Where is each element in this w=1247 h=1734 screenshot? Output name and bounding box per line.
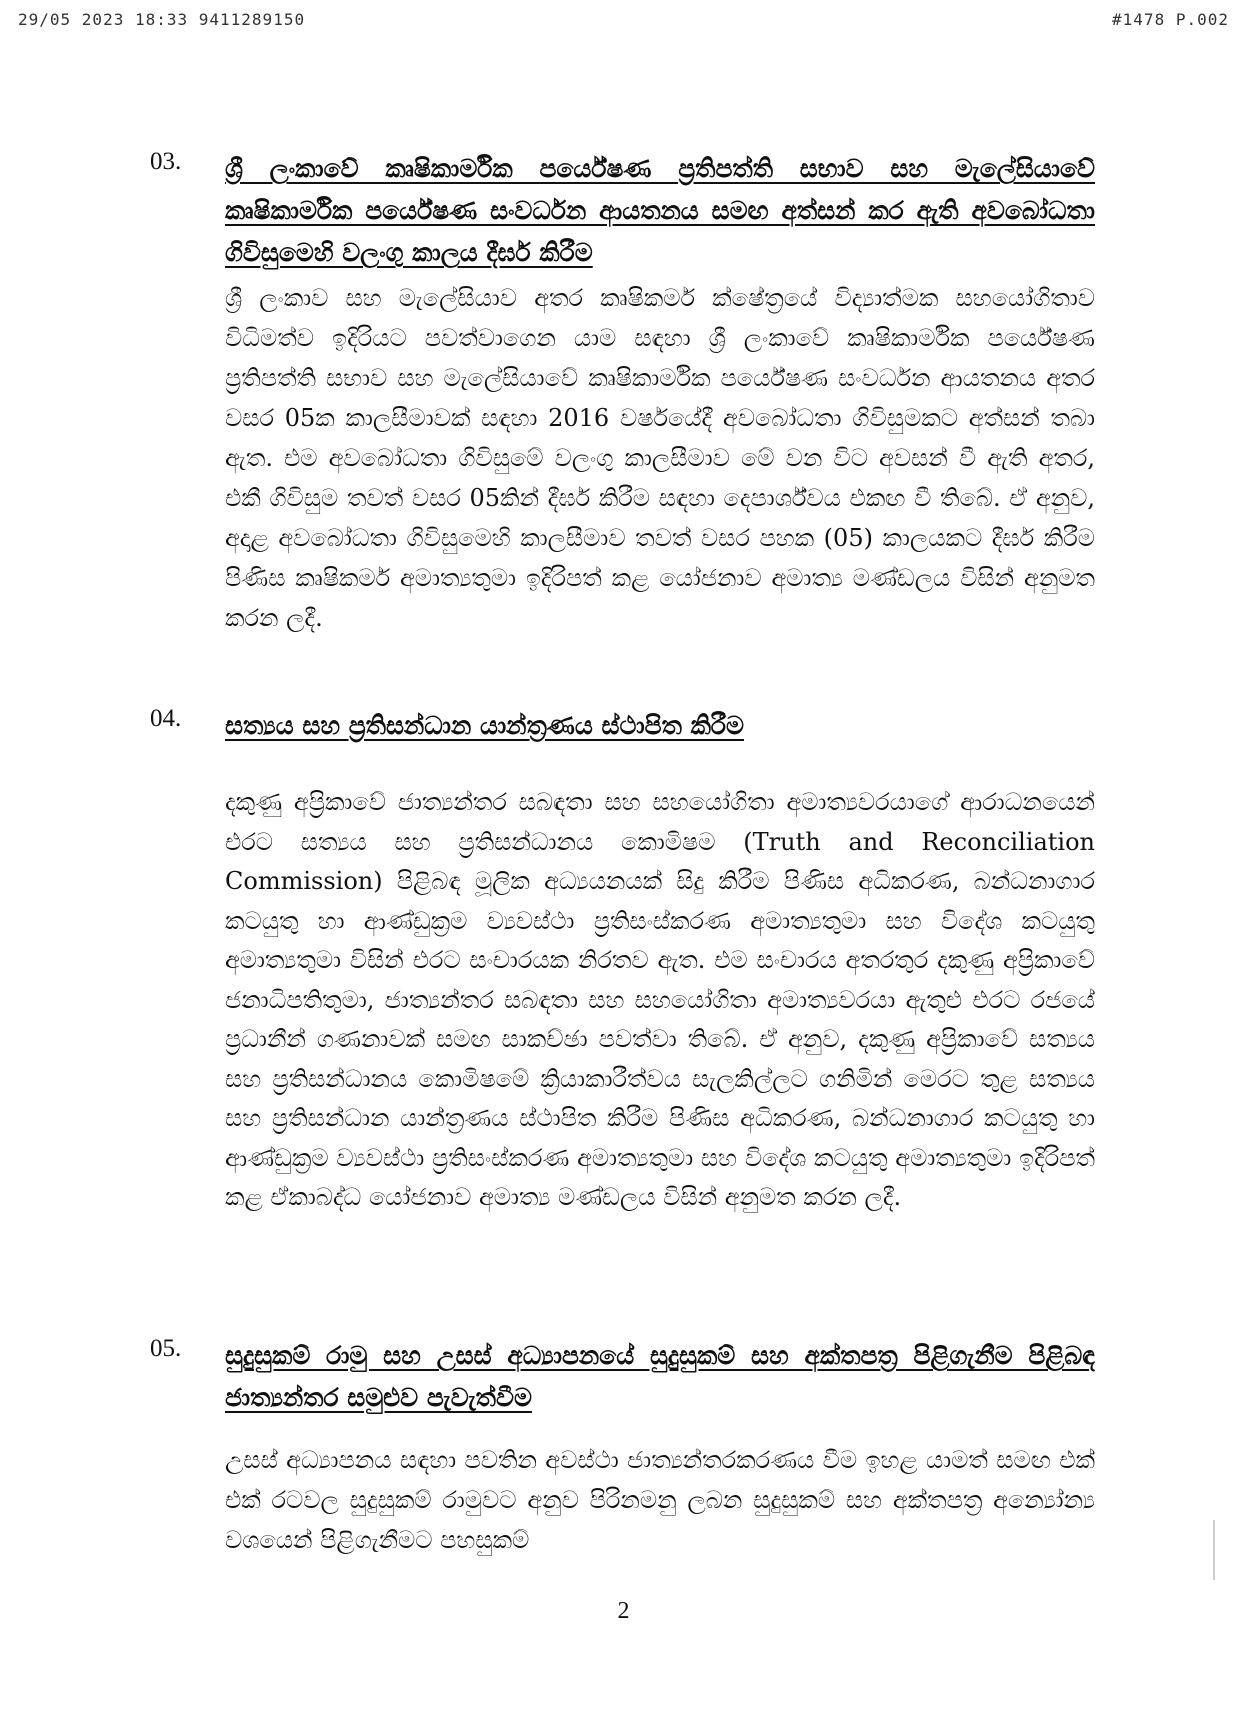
section-title: සුදුසුකම් රාමු සහ උසස් අධ්‍යාපනයේ සුදුසුකම් සහ අක්තපත්‍ර පිළිගැනීම පිළිබඳ ජාත්‍යන්තර සමුළුව පැවැත්වීම (225, 1341, 1095, 1412)
section-number: 04. (150, 705, 182, 732)
section-title: සත්‍යය සහ ප්‍රතිසන්ධාන යාන්ත්‍රණය ස්ථාපිත කිරීම (225, 711, 744, 740)
section-number: 03. (150, 148, 182, 175)
fax-header-timestamp: 29/05 2023 18:33 9411289150 (18, 10, 306, 29)
fax-header (18, 10, 1229, 32)
section-body: ශ්‍රී ලංකාව සහ මැලේසියාව අතර කෘෂිකර්ම ක්ෂේත්‍රයේ විද්‍යාත්මක සහයෝගිතාව විධිමත්ව ඉදිරියට පවත්වාගෙන යාම සඳහා ශ්‍රී ලංකාවේ කෘෂිකාර්මික පර්යේෂණ ප්‍රතිපත්ති සභාව සහ මැලේසියාවේ කෘෂිකාර්මික පර්යේෂණ සංවර්ධන ආයතනය අතර වසර 05ක කාලසීමාවක් සඳහා 2016 වර්ෂයේදී අවබෝධතා ගිවිසුමකට අත්සන් තබා ඇත. එම අවබෝධතා ගිවිසුමේ වලංගු කාලසීමාව මේ වන විට අවසන් වී ඇති අතර, එකී ගිවිසුම තවත් වසර 05කින් දීර්ඝ කිරීම සඳහා දෙපාර්ශ්වය එකඟ වී තිබේ. ඒ අනුව, අදාළ අවබෝධතා ගිවිසුමෙහි කාලසීමාව තවත් වසර පහක (05) කාලයකට දීර්ඝ කිරීම පිණිස කෘෂිකර්ම අමාත්‍යතුමා ඉදිරිපත් කළ යෝජනාව අමාත්‍ය මණ්ඩලය විසින් අනුමත කරන ලදී. (225, 284, 1095, 632)
section-body: උසස් අධ්‍යාපනය සඳහා පවතින අවස්ථා ජාත්‍යන්තරකරණය වීම ඉහළ යාමත් සමඟ එක් එක් රටවල සුදුසුකම් රාමුවට අනුව පිරිනමනු ලබන සුදුසුකම් සහ අක්තපත්‍ර අන්‍යෝන්‍ය වශයෙන් පිළිගැනීමට පහසුකම් (225, 1446, 1095, 1554)
page-number: 2 (617, 1598, 630, 1624)
scan-edge-mark (1213, 1520, 1215, 1580)
section-title: ශ්‍රී ලංකාවේ කෘෂිකාර්මික පර්යේෂණ ප්‍රතිපත්ති සභාව සහ මැලේසියාවේ කෘෂිකාර්මික පර්යේෂණ සංවර්ධන ආයතනය සමඟ අත්සන් කර ඇති අවබෝධතා ගිවිසුමෙහි වලංගු කාලය දීර්ඝ කිරීම (225, 154, 1095, 267)
section-number: 05. (150, 1335, 182, 1362)
fax-header-page-id: #1478 P.002 (1112, 10, 1229, 29)
section-body: දකුණු අප්‍රිකාවේ ජාත්‍යන්තර සබඳතා සහ සහයෝගිතා අමාත්‍යවරයාගේ ආරාධනයෙන් එරට සත්‍යය සහ ප්‍රතිසන්ධානය කොමිෂම (Truth and Reconciliation Commission) පිළිබඳ මූලික අධ්‍යයනයක් සිදු කිරීම පිණිස අධිකරණ, බන්ධනාගාර කටයුතු හා ආණ්ඩුක්‍රම ව්‍යවස්ථා ප්‍රතිසංස්කරණ අමාත්‍යතුමා සහ විදේශ කටයුතු අමාත්‍යතුමා විසින් එරට සංචාරයක නිරතව ඇත. එම සංචාරය අතරතුර දකුණු අප්‍රිකාවේ ජනාධිපතිතුමා, ජාත්‍යන්තර සබඳතා සහ සහයෝගිතා අමාත්‍යවරයා ඇතුළු එරට රජයේ ප්‍රධානීන් ගණනාවක් සමඟ සාකච්ඡා පවත්වා තිබේ. ඒ අනුව, දකුණු අප්‍රිකාවේ සත්‍යය සහ ප්‍රතිසන්ධානය කොමිෂමේ ක්‍රියාකාරීත්වය සැලකිල්ලට ගනිමින් මෙරට තුළ සත්‍යය සහ ප්‍රතිසන්ධාන යාන්ත්‍රණය ස්ථාපිත කිරීම පිණිස අධිකරණ, බන්ධනාගාර කටයුතු හා ආණ්ඩුක්‍රම ව්‍යවස්ථා ප්‍රතිසංස්කරණ අමාත්‍යතුමා සහ විදේශ කටයුතු අමාත්‍යතුමා ඉදිරිපත් කළ ඒකාබද්ධ යෝජනාව අමාත්‍ය මණ්ඩලය විසින් අනුමත කරන ලදී. (225, 788, 1095, 1211)
